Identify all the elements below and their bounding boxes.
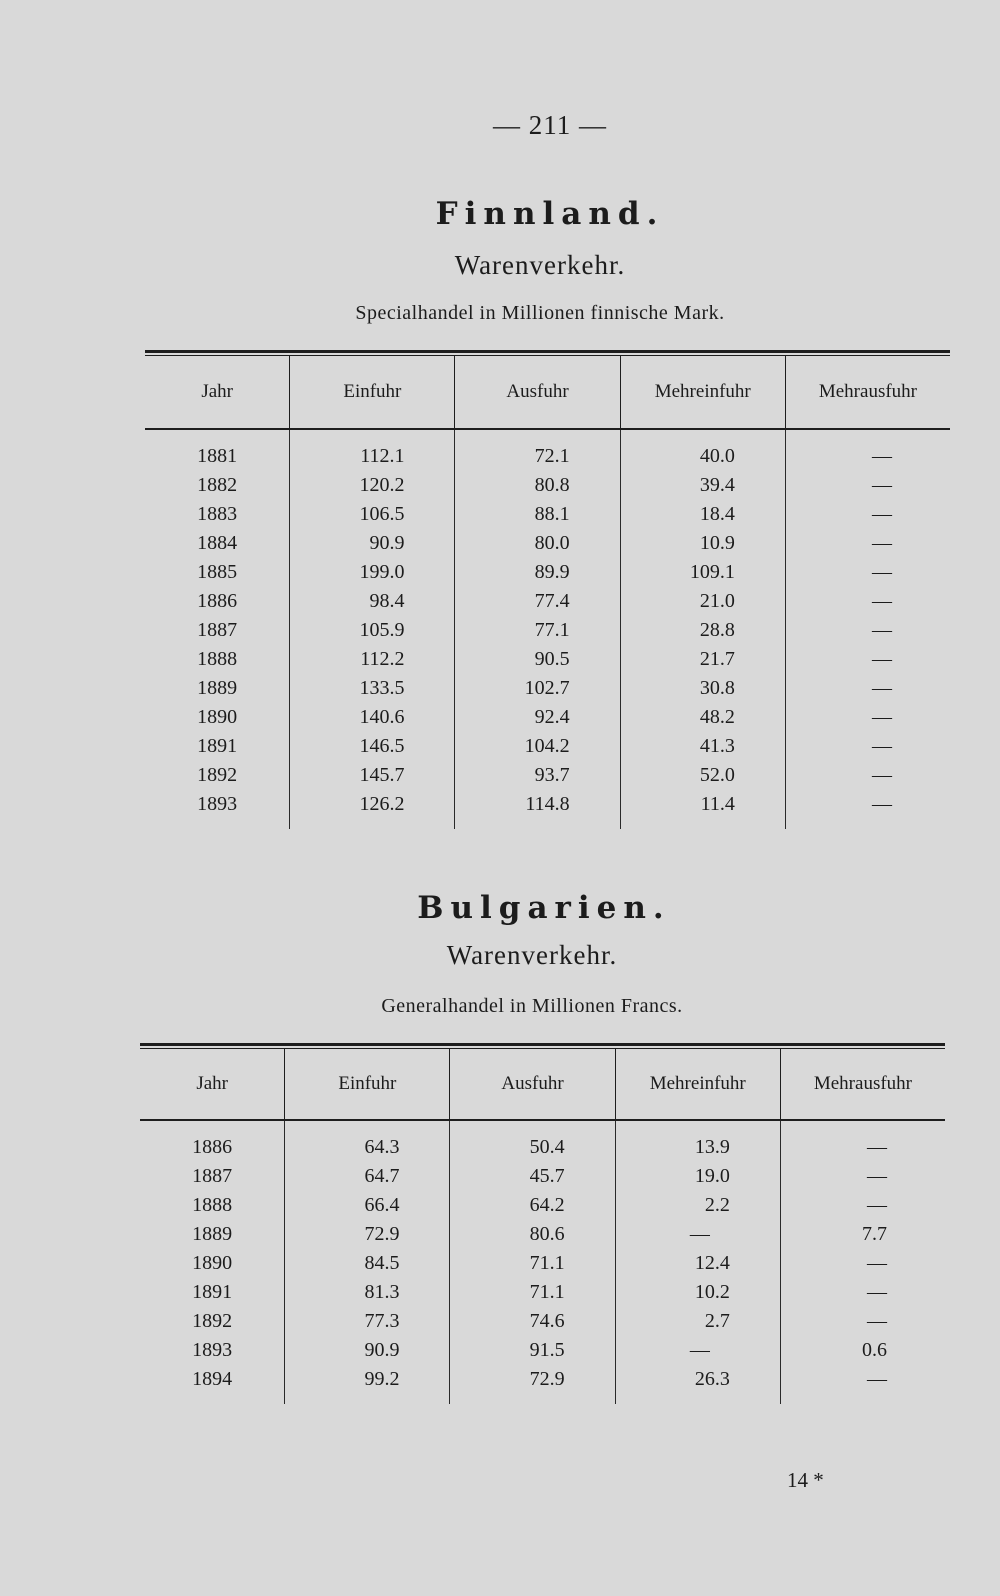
value-cell: 146.5 [359,735,405,757]
value-cell: 64.2 [529,1194,565,1216]
year-cell: 1886 [192,1136,233,1158]
year-cell: 1892 [192,1310,233,1332]
value-cell: 90.9 [369,532,405,554]
value-cell: — [872,706,893,728]
year-cell: 1883 [197,503,238,525]
column-mehreinfuhr [620,430,785,829]
value-cell: 10.9 [699,532,735,554]
column-header-einfuhr: Einfuhr [284,1049,449,1119]
table-header [140,1049,945,1119]
year-cell: 1891 [192,1281,233,1303]
value-cell: 112.1 [360,445,405,467]
value-cell: 91.5 [529,1339,565,1361]
value-cell: 114.8 [525,793,570,815]
value-cell: 7.7 [862,1223,888,1245]
section-title-bulgarien: Bulgarien. [417,890,671,926]
column-jahr [145,430,289,829]
value-cell: 28.8 [699,619,735,641]
column-einfuhr [284,1121,449,1404]
table-header [145,356,950,428]
column-ausfuhr [449,1121,614,1404]
signature-mark: 14 * [787,1468,824,1492]
value-cell: 41.3 [699,735,735,757]
value-cell: 18.4 [699,503,735,525]
value-cell: 71.1 [529,1281,565,1303]
value-cell: — [872,648,893,670]
value-cell: 109.1 [689,561,735,583]
year-cell: 1891 [197,735,238,757]
value-cell: — [867,1252,888,1274]
value-cell: 126.2 [359,793,405,815]
column-ausfuhr [454,430,619,829]
value-cell: 99.2 [364,1368,400,1390]
column-header-mehrausfuhr: Mehrausfuhr [780,1049,945,1119]
value-cell: — [872,735,893,757]
value-cell: 84.5 [364,1252,400,1274]
year-cell: 1894 [192,1368,233,1390]
trade-table-bulgarien [140,1043,945,1404]
column-header-jahr: Jahr [196,1073,228,1094]
value-cell: 12.4 [694,1252,730,1274]
year-cell: 1892 [197,764,238,786]
value-cell: 64.7 [364,1165,400,1187]
year-cell: 1887 [197,619,238,641]
value-cell: 93.7 [534,764,570,786]
year-cell: 1893 [192,1339,233,1361]
value-cell: — [867,1136,888,1158]
year-cell: 1890 [192,1252,233,1274]
table-body [145,430,950,829]
section-note-bulgarien: Generalhandel in Millionen Francs. [381,995,683,1017]
year-cell: 1887 [192,1165,233,1187]
page-number: — 211 — [493,110,607,140]
value-cell: 11.4 [700,793,735,815]
year-cell: 1881 [197,445,238,467]
section-subtitle-bulgarien: Warenverkehr. [446,940,618,970]
value-cell: 77.1 [534,619,570,641]
value-cell: 10.2 [694,1281,730,1303]
column-header-ausfuhr: Ausfuhr [454,356,619,428]
value-cell: 52.0 [699,764,735,786]
value-cell: 30.8 [699,677,735,699]
value-cell: 112.2 [360,648,405,670]
value-cell: 74.6 [529,1310,565,1332]
value-cell: 26.3 [694,1368,730,1390]
value-cell: 45.7 [529,1165,565,1187]
value-cell: — [872,503,893,525]
value-cell: 140.6 [359,706,405,728]
section-subtitle-finnland: Warenverkehr. [454,250,626,280]
year-cell: 1882 [197,474,238,496]
value-cell: 80.0 [534,532,570,554]
value-cell: 66.4 [364,1194,400,1216]
value-cell: 90.9 [364,1339,400,1361]
value-cell: 102.7 [524,677,570,699]
value-cell: 104.2 [524,735,570,757]
value-cell: — [872,561,893,583]
column-header-mehreinfuhr: Mehreinfuhr [615,1049,780,1119]
value-cell: — [872,532,893,554]
value-cell: 64.3 [364,1136,400,1158]
value-cell: 90.5 [534,648,570,670]
value-cell: 72.9 [529,1368,565,1390]
value-cell: — [867,1368,888,1390]
value-cell: — [872,590,893,612]
column-header-einfuhr: Einfuhr [289,356,454,428]
value-cell: — [872,445,893,467]
value-cell: 105.9 [359,619,405,641]
value-cell: — [689,1339,710,1361]
value-cell: 0.6 [862,1339,888,1361]
value-cell: 77.4 [534,590,570,612]
value-cell: 21.7 [699,648,735,670]
value-cell: 48.2 [699,706,735,728]
value-cell: 92.4 [534,706,570,728]
value-cell: — [872,619,893,641]
value-cell: 2.2 [704,1194,730,1216]
year-cell: 1890 [197,706,238,728]
value-cell: — [872,677,893,699]
value-cell: 71.1 [529,1252,565,1274]
column-header-mehreinfuhr: Mehreinfuhr [620,356,785,428]
column-header-jahr: Jahr [201,381,233,402]
column-jahr [140,1121,284,1404]
value-cell: 89.9 [534,561,570,583]
value-cell: 13.9 [694,1136,730,1158]
column-mehrausfuhr [785,430,950,829]
value-cell: — [867,1310,888,1332]
value-cell: 145.7 [359,764,405,786]
table-body [140,1121,945,1404]
column-mehrausfuhr [780,1121,945,1404]
year-cell: 1886 [197,590,238,612]
value-cell: 40.0 [699,445,735,467]
section-title-finnland: Finnland. [435,196,665,232]
value-cell: 88.1 [534,503,570,525]
value-cell: 80.6 [529,1223,565,1245]
value-cell: — [867,1194,888,1216]
value-cell: 50.4 [529,1136,565,1158]
value-cell: 21.0 [699,590,735,612]
trade-table-finnland [145,350,950,829]
value-cell: 106.5 [359,503,405,525]
year-cell: 1888 [192,1194,233,1216]
value-cell: 2.7 [704,1310,730,1332]
value-cell: 199.0 [359,561,405,583]
year-cell: 1889 [197,677,238,699]
value-cell: 120.2 [359,474,405,496]
section-note-finnland: Specialhandel in Millionen finnische Mark. [355,302,725,324]
value-cell: 19.0 [694,1165,730,1187]
value-cell: — [872,793,893,815]
year-cell: 1888 [197,648,238,670]
year-cell: 1893 [197,793,238,815]
column-mehreinfuhr [615,1121,780,1404]
year-cell: 1884 [197,532,238,554]
year-cell: 1889 [192,1223,233,1245]
column-header-ausfuhr: Ausfuhr [449,1049,614,1119]
value-cell: 77.3 [364,1310,400,1332]
value-cell: 80.8 [534,474,570,496]
value-cell: — [872,764,893,786]
value-cell: 72.1 [534,445,570,467]
year-cell: 1885 [197,561,238,583]
value-cell: 81.3 [364,1281,400,1303]
value-cell: — [689,1223,710,1245]
column-header-mehrausfuhr: Mehrausfuhr [785,356,950,428]
value-cell: — [872,474,893,496]
value-cell: 98.4 [369,590,405,612]
value-cell: — [867,1281,888,1303]
value-cell: 72.9 [364,1223,400,1245]
column-einfuhr [289,430,454,829]
value-cell: — [867,1165,888,1187]
value-cell: 39.4 [699,474,735,496]
value-cell: 133.5 [359,677,405,699]
